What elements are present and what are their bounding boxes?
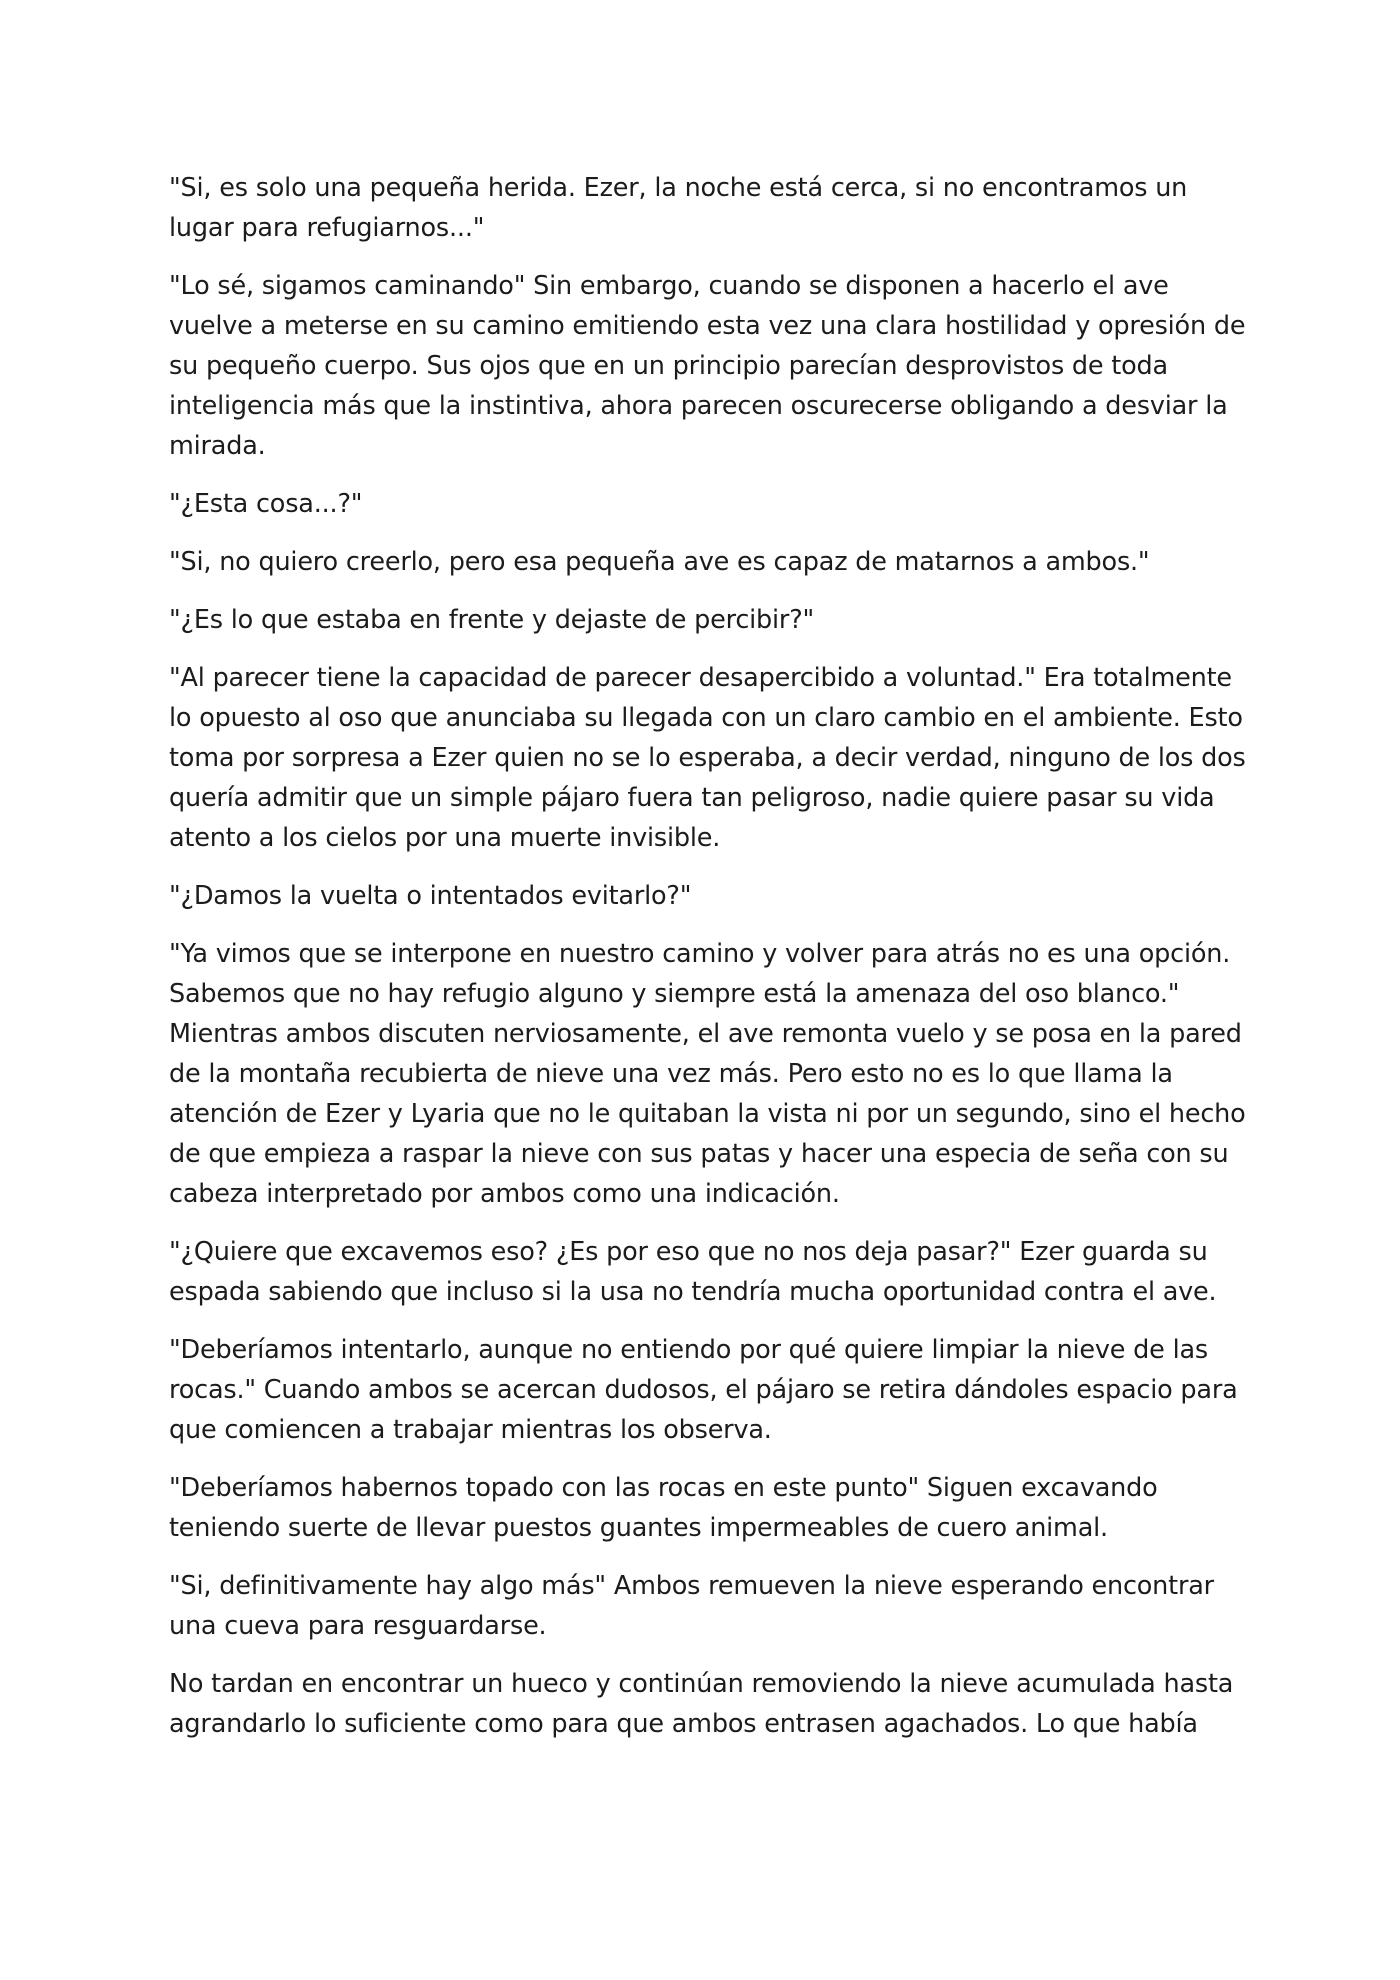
paragraph: "Si, no quiero creerlo, pero esa pequeña ave es capaz de matarnos a ambos." <box>169 547 1150 577</box>
paragraph: "Deberíamos intentarlo, aunque no entiendo por qué quiere limpiar la nieve de las rocas." Cuando ambos se acercan dudosos, el pájaro se retira dándoles espacio para que comiencen a trabajar mientras los observa. <box>169 1335 1238 1445</box>
paragraph: "¿Es lo que estaba en frente y dejaste de percibir?" <box>169 605 815 635</box>
document-page <box>169 168 1249 1762</box>
paragraph: "Si, definitivamente hay algo más" Ambos remueven la nieve esperando encontrar una cueva para resguardarse. <box>169 1571 1214 1641</box>
paragraph: "¿Esta cosa...?" <box>169 489 363 519</box>
paragraph: "Lo sé, sigamos caminando" Sin embargo, cuando se disponen a hacerlo el ave vuelve a meterse en su camino emitiendo esta vez una clara hostilidad y opresión de su pequeño cuerpo. Sus ojos que en un principio parecían desprovistos de toda inteligencia más que la instintiva, ahora parecen oscurecerse obligando a desviar la mirada. <box>169 271 1246 461</box>
paragraph: "Ya vimos que se interpone en nuestro camino y volver para atrás no es una opción. Sabemos que no hay refugio alguno y siempre está la amenaza del oso blanco." Mientras ambos discuten nerviosamente, el ave remonta vuelo y se posa en la pared de la montaña recubierta de nieve una vez más. Pero esto no es lo que llama la atención de Ezer y Lyaria que no le quitaban la vista ni por un segundo, sino el hecho de que empieza a raspar la nieve con sus patas y hacer una especia de seña con su cabeza interpretado por ambos como una indicación. <box>169 939 1246 1209</box>
paragraph: "Si, es solo una pequeña herida. Ezer, la noche está cerca, si no encontramos un lugar para refugiarnos..." <box>169 173 1188 243</box>
paragraph: No tardan en encontrar un hueco y continúan removiendo la nieve acumulada hasta agrandarlo lo suficiente como para que ambos entrasen agachados. Lo que había <box>169 1669 1234 1739</box>
paragraph: "Al parecer tiene la capacidad de parecer desapercibido a voluntad." Era totalmente lo opuesto al oso que anunciaba su llegada con un claro cambio en el ambiente. Esto toma por sorpresa a Ezer quien no se lo esperaba, a decir verdad, ninguno de los dos quería admitir que un simple pájaro fuera tan peligroso, nadie quiere pasar su vida atento a los cielos por una muerte invisible. <box>169 663 1246 853</box>
paragraph: "Deberíamos habernos topado con las rocas en este punto" Siguen excavando teniendo suerte de llevar puestos guantes impermeables de cuero animal. <box>169 1473 1158 1543</box>
paragraph: "¿Quiere que excavemos eso? ¿Es por eso que no nos deja pasar?" Ezer guarda su espada sabiendo que incluso si la usa no tendría mucha oportunidad contra el ave. <box>169 1237 1217 1307</box>
paragraph: "¿Damos la vuelta o intentados evitarlo?" <box>169 881 692 911</box>
